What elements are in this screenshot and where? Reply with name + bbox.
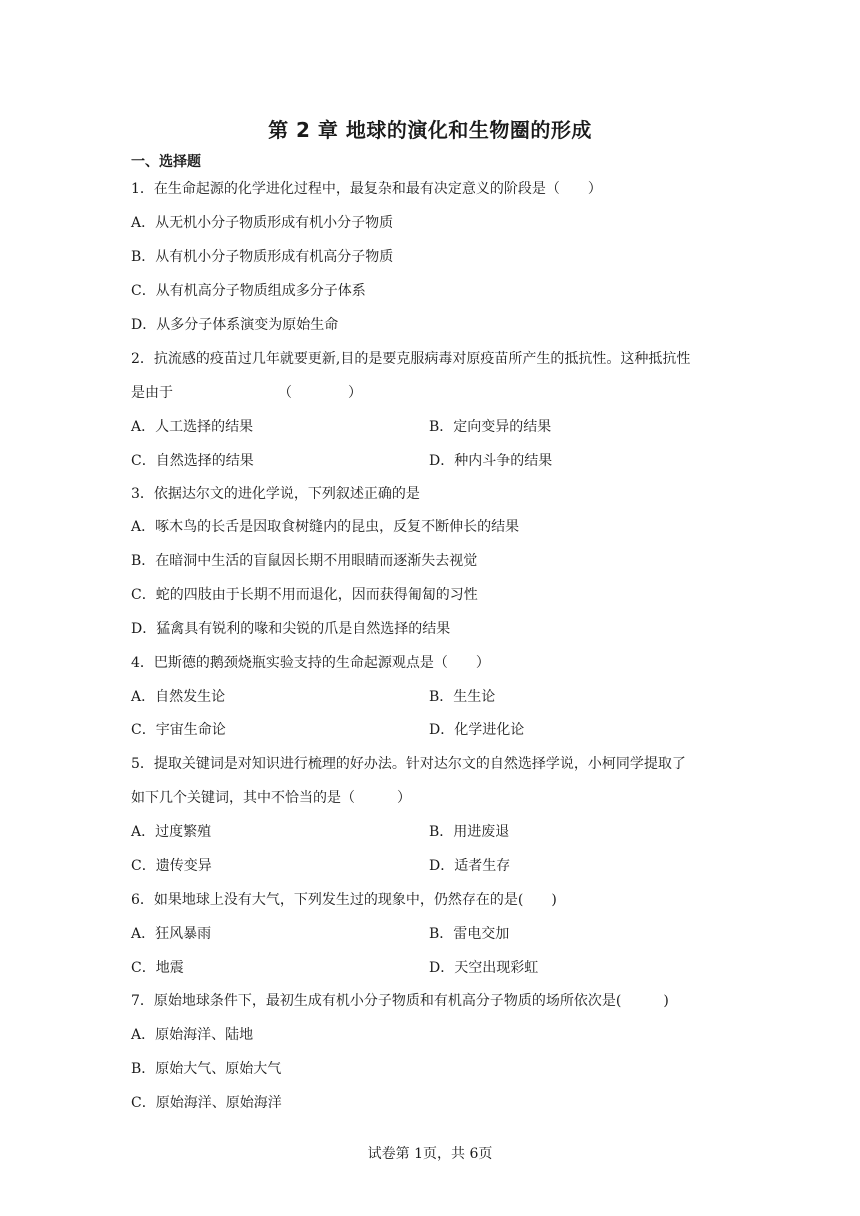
question-6-option-d: D．天空出现彩虹 [429,960,539,976]
question-5-option-c: C．遗传变异 [131,858,212,874]
question-2-stem-line1: 2．抗流感的疫苗过几年就要更新,目的是要克服病毒对原疫苗所产生的抵抗性。这种抵抗性 [131,351,691,367]
question-3-option-b: B．在暗洞中生活的盲鼠因长期不用眼睛而逐渐失去视觉 [131,553,478,569]
question-3-option-c: C．蛇的四肢由于长期不用而退化，因而获得匍匐的习性 [131,587,478,603]
question-1-stem: 1．在生命起源的化学进化过程中，最复杂和最有决定意义的阶段是（ ） [131,181,602,197]
question-5-option-a: A．过度繁殖 [131,824,212,840]
page-footer: 试卷第 1页，共 6页 [367,1146,493,1162]
question-4-option-a: A．自然发生论 [131,689,226,705]
question-5-stem-line2: 如下几个关键词，其中不恰当的是（ ） [131,790,411,806]
page-title: 第 2 章 地球的演化和生物圈的形成 [268,118,592,142]
question-1-option-d: D．从多分子体系演变为原始生命 [131,317,339,333]
question-3-option-d: D．猛禽具有锐利的喙和尖锐的爪是自然选择的结果 [131,621,451,637]
question-3-stem: 3．依据达尔文的进化学说，下列叙述正确的是 [131,486,420,502]
question-4-option-c: C．宇宙生命论 [131,722,226,738]
question-7-stem: 7．原始地球条件下，最初生成有机小分子物质和有机高分子物质的场所依次是( ) [131,993,669,1009]
question-4-option-b: B．生生论 [429,689,496,705]
section-heading: 一、选择题 [131,154,201,170]
question-5-option-d: D．适者生存 [429,858,511,874]
question-4-stem: 4．巴斯德的鹅颈烧瓶实验支持的生命起源观点是（ ） [131,655,490,671]
question-5-stem-line1: 5．提取关键词是对知识进行梳理的好办法。针对达尔文的自然选择学说，小柯同学提取了 [131,756,686,772]
question-1-option-c: C．从有机高分子物质组成多分子体系 [131,283,366,299]
question-7-option-c: C．原始海洋、原始海洋 [131,1095,282,1111]
question-6-stem: 6．如果地球上没有大气，下列发生过的现象中，仍然存在的是( ) [131,892,557,908]
question-2-stem-line2: 是由于 （ ） [131,385,362,401]
question-2-option-c: C．自然选择的结果 [131,453,254,469]
question-2-option-d: D．种内斗争的结果 [429,453,553,469]
question-7-option-a: A．原始海洋、陆地 [131,1027,254,1043]
question-1-option-a: A．从无机小分子物质形成有机小分子物质 [131,215,394,231]
question-6-option-c: C．地震 [131,960,184,976]
question-6-option-a: A．狂风暴雨 [131,926,212,942]
question-2-option-a: A．人工选择的结果 [131,419,254,435]
question-7-option-b: B．原始大气、原始大气 [131,1061,282,1077]
question-2-option-b: B．定向变异的结果 [429,419,552,435]
question-3-option-a: A．啄木鸟的长舌是因取食树缝内的昆虫，反复不断伸长的结果 [131,519,520,535]
question-1-option-b: B．从有机小分子物质形成有机高分子物质 [131,249,394,265]
question-4-option-d: D．化学进化论 [429,722,525,738]
question-6-option-b: B．雷电交加 [429,926,510,942]
question-5-option-b: B．用进废退 [429,824,510,840]
